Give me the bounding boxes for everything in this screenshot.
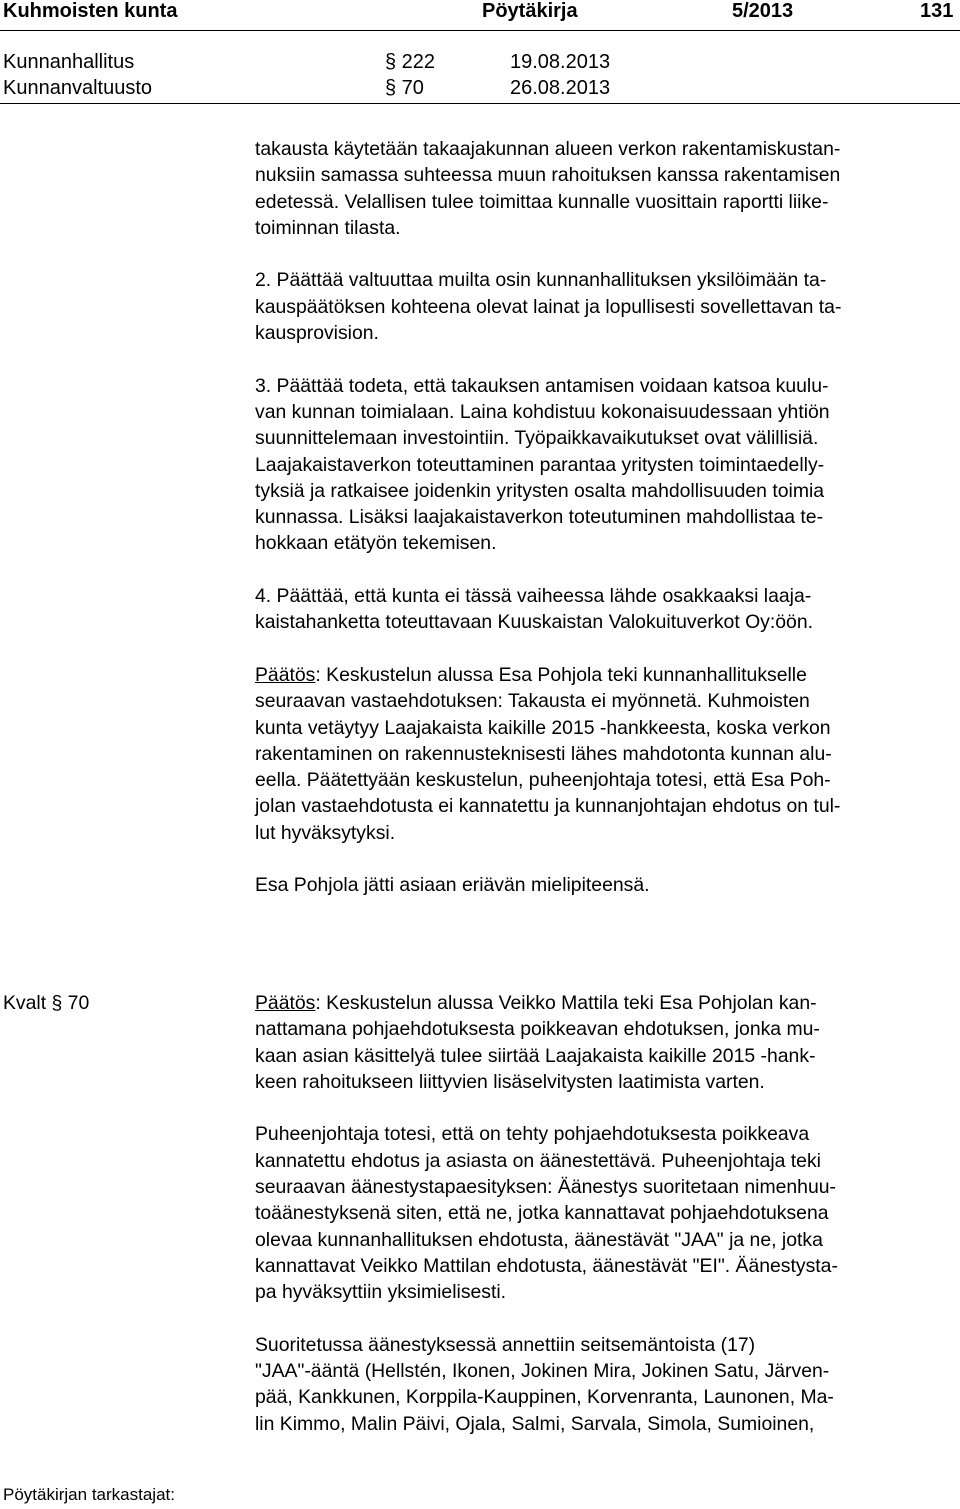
decision-text: : Keskustelun alussa Esa Pohjola teki kunnanhallitukselle seuraavan vastaehdotuksen: Takausta ei myönnetä. Kuhmoisten kunta vetäytyy Laajakaista kaikille 2015 -hankkeesta, koska verkon rakentaminen on rakennusteknisesti lähes mahdotonta kunnan alu- eella. Päätettyään keskustelun, puheenjohtaja totesi, että Esa Poh- jolan vastaehdotusta ei kannatettu ja kunnanjohtajan ehdotus on tul- lut hyväksytyksi. (255, 663, 841, 844)
kvalt-paragraph-voting-result: Suoritetussa äänestyksessä annettiin seitsemäntoista (17) "JAA"-ääntä (Hellstén, Ikonen, Jokinen Mira, Jokinen Satu, Järven- pää, Kankkunen, Korppila-Kauppinen, Korvenranta, Launonen, Ma- lin Kimmo, Malin Päivi, Ojala, Salmi, Sarvala, Simola, Sumioinen, (255, 1333, 834, 1435)
footer-reviewers-label: Pöytäkirjan tarkastajat: (3, 1485, 175, 1504)
header-row-board (0, 51, 960, 77)
decision-text: : Keskustelun alussa Veikko Mattila teki Esa Pohjolan kan- nattamana pohjaehdotuksesta poikkeavan ehdotuksen, jonka mu- kaan asian käsittelyä tulee siirtää Laajakaista kaikille 2015 -hank- keen rahoitukseen liittyvien lisäselvitysten laatimista varten. (255, 992, 820, 1093)
paragraph-point-2: 2. Päättää valtuuttaa muilta osin kunnanhallituksen yksilöimään ta- kauspäätöksen kohteena olevat lainat ja lopullisesti sovellettavan ta- kausprovision. (255, 269, 842, 345)
kvalt-content (255, 990, 955, 1437)
kvalt-paragraph-voting-proposal: Puheenjohtaja totesi, että on tehty pohjaehdotuksesta poikkeava kannatettu ehdotus ja asiasta on äänestettävä. Puheenjohtaja teki seuraavan äänestystapaesityksen: Äänestys suoritetaan nimenhuu- toäänestyksenä siten, että ne, jotka kannattavat pohjaehdotuksena olevaa kunnanhallituksen ehdotusta, äänestävät "JAA" ja ne, jotka kannattavat Veikko Mattilan ehdotusta, äänestävät "EI". Äänestysta- pa hyväksyttiin yksimielisesti. (255, 1123, 838, 1304)
body-name: Kunnanvaltuusto (3, 77, 153, 99)
municipality-name: Kuhmoisten kunta (3, 0, 178, 22)
section-number: § 70 (385, 77, 424, 99)
decision-label: Päätös (255, 992, 316, 1014)
paragraph-point-4: 4. Päättää, että kunta ei tässä vaiheessa lähde osakkaaksi laaja- kaistahanketta toteuttavaan Kuuskaistan Valokuituverkot Oy:öön. (255, 585, 814, 634)
header-rule-top (0, 30, 960, 31)
header-rule-bottom (0, 103, 960, 104)
paragraph-decision (255, 662, 955, 846)
body-name: Kunnanhallitus (3, 51, 135, 73)
paragraph-point-3: 3. Päättää todeta, että takauksen antamisen voidaan katsoa kuulu- van kunnan toimialaan. Laina kohdistuu kokonaisuudessaan yhtiön suunnittelemaan investointiin. Työpaikkavaikutukset ovat välillisiä. Laajakaistaverkon toteuttaminen parantaa yritysten toimintaedelly- tyksiä ja ratkaisee joidenkin yritysten osalta mahdollisuuden toimia kunnassa. Lisäksi laajakaistaverkon toteutuminen mahdollistaa te- hokkaan etätyön tekemisen. (255, 374, 830, 555)
meeting-date: 26.08.2013 (510, 77, 611, 99)
page-number: 131 (920, 0, 954, 22)
kvalt-decision (255, 990, 955, 1095)
main-content (255, 136, 955, 899)
decision-label: Päätös (255, 663, 316, 686)
document-type: Pöytäkirja (482, 0, 578, 22)
section-number: § 222 (385, 51, 436, 73)
issue-number: 5/2013 (732, 0, 794, 22)
paragraph-guarantee-usage: takausta käytetään takaajakunnan alueen verkon rakentamiskustan- nuksiin samassa suhteessa muun rahoituksen kanssa rakentamisen edetessä. Velallisen tulee toimittaa kunnalle vuosittain raportti liike- toiminnan tilasta. (255, 138, 841, 239)
meeting-date: 19.08.2013 (510, 51, 611, 73)
kvalt-section-label: Kvalt § 70 (3, 992, 90, 1014)
paragraph-dissent: Esa Pohjola jätti asiaan eriävän mielipiteensä. (255, 874, 650, 897)
document-header (0, 0, 960, 26)
header-row-council (0, 77, 960, 103)
